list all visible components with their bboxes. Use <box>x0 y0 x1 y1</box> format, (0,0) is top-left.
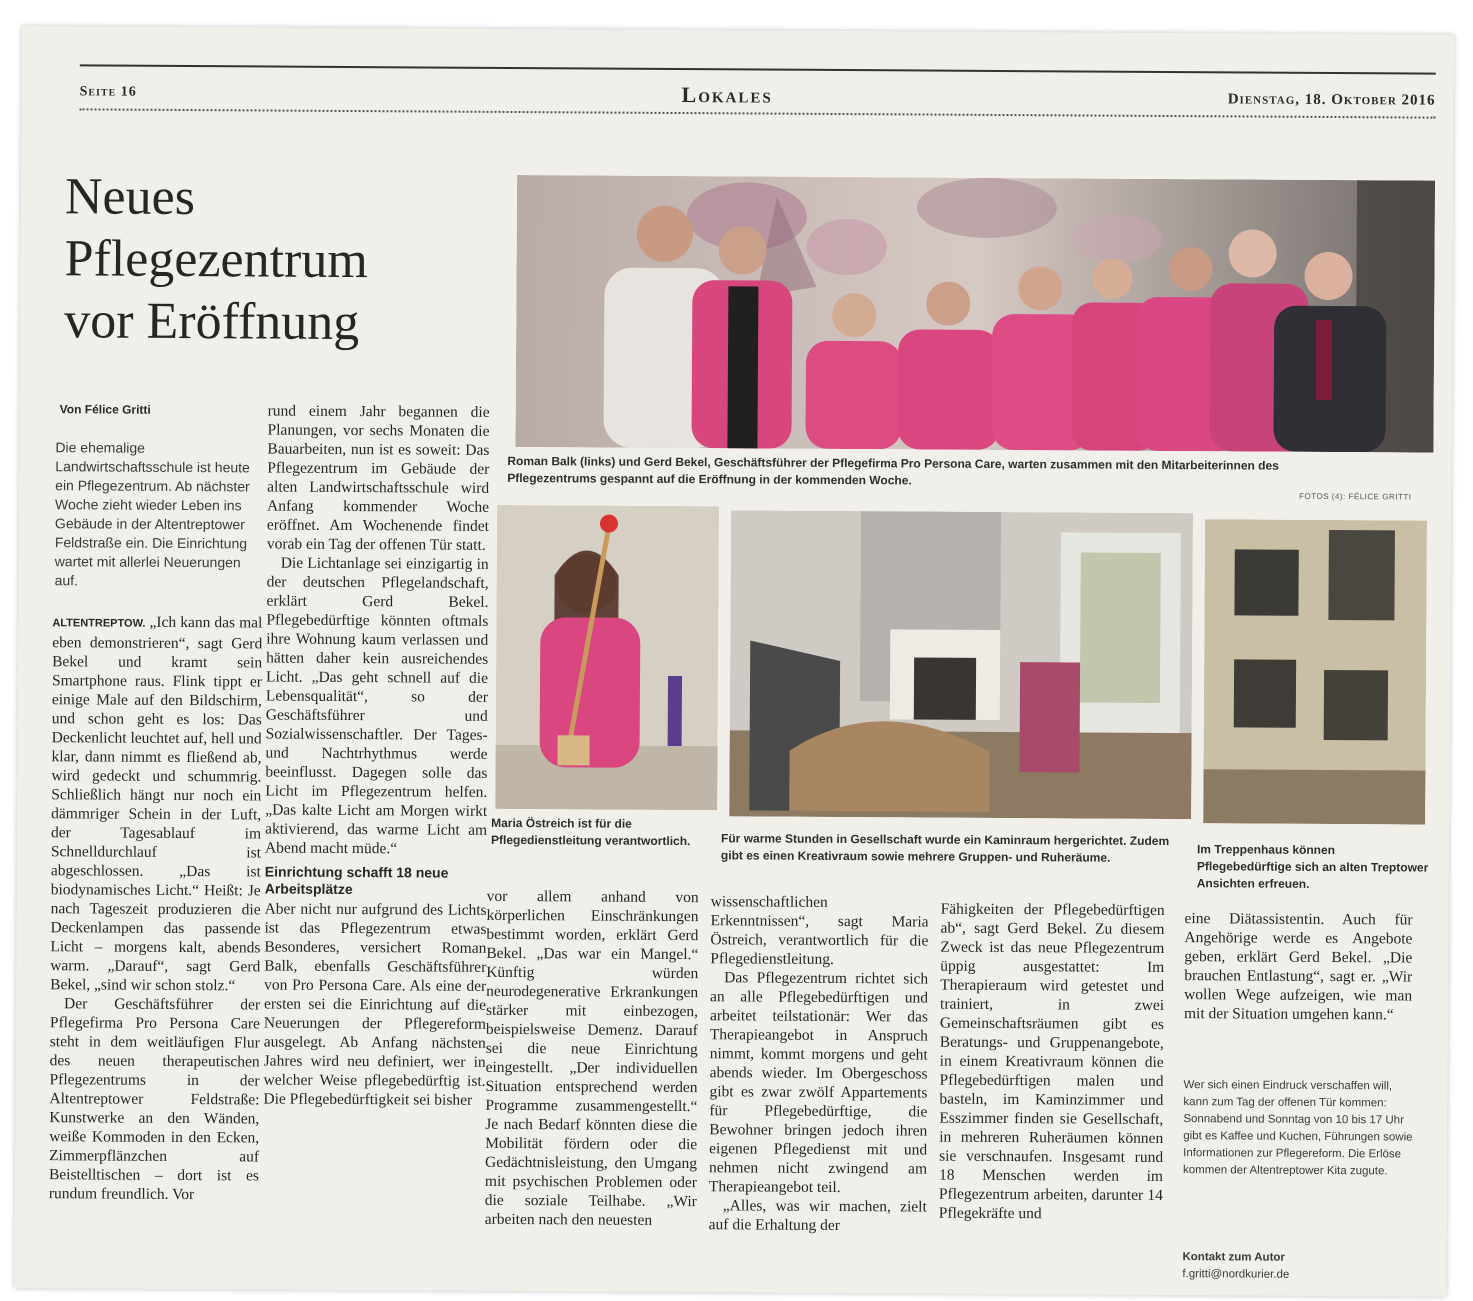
col4-paragraph-3: „Alles, was wir machen, zielt auf die Erhaltung der <box>708 1197 927 1235</box>
article-column-1 <box>49 612 263 1204</box>
col5-paragraph: Fähigkeiten der Pflegebedürftigen ab“, sagt Gerd Bekel. Zu diesem Zweck ist das neue Pflegezentrum üppig ausgestattet: Im Therapieraum wird getestet und trainiert, in zwei Gemeinschaftsräumen gibt es Beratungs- und Gruppenangebote, in einem Kreativraum können die Pflegebedürftigen malen und basteln, im Kaminzimmer und Esszimmer finden sie Gesellschaft, in mehreren Ruheräumen können sie verschnaufen. Insgesamt rund 18 Menschen werden im Pflegezentrum arbeiten, darunter 14 Pflegekräfte und <box>938 900 1165 1223</box>
maria-photo-caption: Maria Östreich ist für die Pflegedienstleitung verantwortlich. <box>490 815 691 849</box>
headline-line-1: Neues <box>64 168 196 227</box>
col2-paragraph-3: Aber nicht nur aufgrund des Lichts ist das Pflegezentrum etwas Besonderes, versichert Roman Balk, ebenfalls Geschäftsführer von Pro Persona Care. Als eine der ersten sei die Einrichtung auf die Neuerungen der Pflegereform ausgelegt. Ab Anfang nächsten Jahres wird neu definiert, wer in welcher Weise pflegebedürftig ist. Die Pflegebedürftigkeit sei bisher <box>263 900 487 1109</box>
teaser: Die ehemalige Landwirtschaftsschule ist heute ein Pflegezentrum. Ab nächster Woche zieht wieder Leben ins Gebäude in der Altentreptower Feldstraße ein. Die Einrichtung wartet mit allerlei Neuerungen auf. <box>54 439 250 589</box>
contact-email: f.gritti@nordkurier.de <box>1182 1268 1290 1281</box>
info-box <box>1183 1077 1420 1180</box>
photo-credit: FOTOS (4): FÉLICE GRITTI <box>1299 491 1412 502</box>
headline-line-3: vor Eröffnung <box>64 292 360 352</box>
stairwell-photo <box>1203 519 1427 824</box>
fireplace-room-photo <box>729 510 1193 819</box>
article-column-5 <box>939 900 1165 1224</box>
main-photo-caption: Roman Balk (links) und Gerd Bekel, Geschäftsführer der Pflegefirma Pro Persona Care, warten zusammen mit den Mitarbeiterinnen des Pflegezentrums gespannt auf die Eröffnung in der kommenden Woche. <box>507 453 1279 488</box>
article-column-2 <box>263 402 489 1110</box>
article-column-6 <box>1184 909 1413 1024</box>
col4-paragraph-2: Das Pflegezentrum richtet sich an alle Pflegebedürftigen und arbeitet teilstationär: Wer das Therapieangebot in Anspruch nimmt, kommt morgens und geht abends wieder. Im Obergeschoss gibt es zwar zwölf Appartements für Pflegebedürftige, die Bewohner bringen jedoch ihren eigenen Pflegedienst mit und nehmen nicht zwingend am Therapieangebot teil. <box>708 969 929 1197</box>
info-text: Wer sich einen Eindruck verschaffen will, kann zum Tag der offenen Tür kommen: Sonnabend und Sonntag von 10 bis 17 Uhr gibt es Kaffee und Kuchen, Führungen sowie Informationen zur Pflegereform. Die Erlöse kommen der Altentreptower Kita zugute. <box>1182 1079 1413 1178</box>
fireplace-photo-caption: Für warme Stunden in Gesellschaft wurde ein Kaminraum hergerichtet. Zudem gibt es einen Kreativraum sowie mehrere Gruppen- und Ruheräume. <box>720 831 1170 865</box>
col4-paragraph-1: wissenschaftlichen Erkenntnissen“, sagt Maria Östreich, verantwortlich für die Pflegedienstleitung. <box>710 893 929 968</box>
headline-line-2: Pflegezentrum <box>64 230 368 290</box>
col2-paragraph-1: rund einem Jahr begannen die Planungen, vor sechs Monaten die Bauarbeiten, nun ist es soweit: Das Pflegezentrum im Gebäude der alten Landwirtschaftsschule wird Anfang kommender Woche eröffnet. Am Wochenende findet vorab ein Tag der offenen Tür statt. <box>266 402 490 554</box>
section-title: Lokales <box>681 82 773 108</box>
contact-label: Kontakt zum Autor <box>1182 1251 1285 1264</box>
article-column-3 <box>485 887 699 1230</box>
byline: Von Félice Gritti <box>59 402 151 417</box>
header-dotted-rule <box>79 108 1435 118</box>
col2-paragraph-2: Die Lichtanlage sei einzigartig in der deutschen Pflegelandschaft, erklärt Gerd Bekel. Pflegebedürftige könnten oftmals ihre Wohnung kaum verlassen und hätten daher kein ausreichendes Licht. „Das geht schnell auf die Lebensqualität“, so der Geschäftsführer und Sozialwissenschaftler. Der Tages- und Nachtrhythmus werde beeinflusst. Dagegen solle das Licht im Pflegezentrum helfen. „Das kalte Licht am Morgen wirkt aktivierend, das warme Licht am Abend macht müde.“ <box>264 554 489 858</box>
issue-date: Dienstag, 18. Oktober 2016 <box>1227 91 1436 109</box>
author-contact <box>1182 1249 1418 1284</box>
dateline: ALTENTREPTOW. <box>52 617 146 630</box>
col1-paragraph-2: Der Geschäftsführer der Pflegefirma Pro Persona Care steht in dem weitläufigen Flur des neuen therapeutischen Pflegezentrums in der Altentreptower Feldstraße: Kunstwerke an den Wänden, weiße Kommoden in den Ecken, Zimmerpflänzchen auf Beistelltischen – dort ist es rundum freundlich. Vor <box>48 995 261 1204</box>
subheadline: Einrichtung schafft 18 neue Arbeitsplätze <box>264 863 449 898</box>
article-headline <box>64 166 505 355</box>
article-column-4 <box>709 892 929 1235</box>
col1-paragraph-1: „Ich kann das mal eben demonstrieren“, sagt Gerd Bekel und kramt sein Smartphone raus. Flink tippt er einige Male auf den Bildschirm, und schon geht es los: Das Deckenlicht leuchtet auf, hell und klar, dann nimmt es fließend ab, wird gedeckt und schummrig. Schließlich hängt nur noch ein dämmriger Schein in der Luft, der Tagesablauf im Schnelldurchlauf ist abgeschlossen. „Das ist biodynamisches Licht.“ Heißt: Je nach Tageszeit produzieren die Deckenlampen das passende Licht – morgens kalt, abends warm. „Darauf“, sagt Gerd Bekel, „sind wir schon stolz.“ <box>50 613 263 995</box>
col6-paragraph: eine Diätassistentin. Auch für Angehörige werde es Angebote geben, erklärt Gerd Bekel. „Die brauchen Entlastung“, sagt er. „Wir wollen Wege aufzeigen, wie man mit der Situation umgehen kann.“ <box>1183 910 1413 1024</box>
main-team-photo <box>515 175 1435 453</box>
col3-paragraph: vor allem anhand von körperlichen Einschränkungen bestimmt worden, erklärt Gerd Bekel. „Das war ein Mangel.“ Künftig würden neurodegenerative Erkrankungen stärker mit einbezogen, beispielsweise Demenz. Darauf sei die neue Einrichtung eingestellt. „Der individuellen Situation entsprechend werden Programme zusammengestellt.“ Je nach Bedarf könnten diese die Mobilität fördern oder die Gedächtnisleistung, den Umgang mit psychischen Problemen oder die soziale Teilhabe. „Wir arbeiten nach den neuesten <box>484 887 699 1229</box>
stairwell-photo-caption: Im Treppenhaus können Pflegebedürftige sich an alten Treptower Ansichten erfreuen. <box>1196 842 1429 891</box>
maria-photo <box>495 505 719 810</box>
page-number: Seite 16 <box>79 84 137 100</box>
newspaper-page <box>14 26 1454 1297</box>
header-top-rule <box>80 64 1436 74</box>
